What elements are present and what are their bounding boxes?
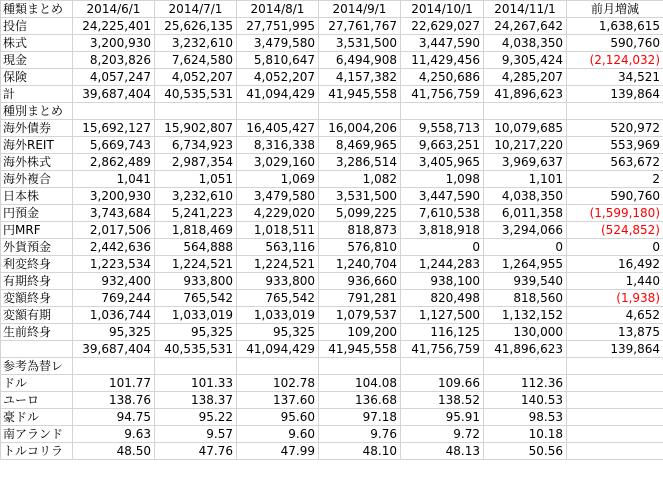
value-cell[interactable]: 576,810	[319, 239, 401, 256]
diff-cell[interactable]: 1,638,615	[567, 18, 663, 35]
value-cell[interactable]: 1,240,704	[319, 256, 401, 273]
value-cell[interactable]: 41,945,558	[319, 86, 401, 103]
value-cell[interactable]: 102.78	[237, 375, 319, 392]
value-cell[interactable]: 3,479,580	[237, 35, 319, 52]
diff-cell[interactable]: (524,852)	[567, 222, 663, 239]
row-label-cell[interactable]: 海外株式	[1, 154, 73, 171]
value-cell[interactable]: 4,052,207	[155, 69, 237, 86]
empty-cell[interactable]	[567, 443, 663, 460]
diff-cell[interactable]: 4,652	[567, 307, 663, 324]
detail-row	[1, 324, 663, 341]
row-label-cell[interactable]: 計	[1, 86, 73, 103]
value-cell[interactable]: 47.99	[237, 443, 319, 460]
value-cell[interactable]: 136.68	[319, 392, 401, 409]
diff-cell[interactable]: 139,864	[567, 86, 663, 103]
value-cell[interactable]: 41,094,429	[237, 86, 319, 103]
diff-cell[interactable]: 139,864	[567, 341, 663, 358]
value-cell[interactable]: 9.76	[319, 426, 401, 443]
row-label-cell[interactable]: 株式	[1, 35, 73, 52]
value-cell[interactable]: 1,818,469	[155, 222, 237, 239]
empty-cell[interactable]	[401, 358, 484, 375]
value-cell[interactable]: 95,325	[237, 324, 319, 341]
value-cell[interactable]: 1,098	[401, 171, 484, 188]
value-cell[interactable]: 24,225,401	[73, 18, 155, 35]
value-cell[interactable]: 1,082	[319, 171, 401, 188]
value-cell[interactable]: 932,400	[73, 273, 155, 290]
asset-row	[1, 35, 663, 52]
date-header-cell[interactable]: 2014/10/1	[401, 1, 484, 18]
value-cell[interactable]: 40,535,531	[155, 86, 237, 103]
value-cell[interactable]: 3,447,590	[401, 188, 484, 205]
empty-cell[interactable]	[567, 392, 663, 409]
date-header-cell[interactable]: 2014/9/1	[319, 1, 401, 18]
empty-cell[interactable]	[73, 103, 155, 120]
value-cell[interactable]: 2,862,489	[73, 154, 155, 171]
value-cell[interactable]: 3,531,500	[319, 188, 401, 205]
value-cell[interactable]: 9.57	[155, 426, 237, 443]
row-label-cell[interactable]: 変額有期	[1, 307, 73, 324]
value-cell[interactable]: 16,004,206	[319, 120, 401, 137]
detail-row	[1, 137, 663, 154]
value-cell[interactable]: 95,325	[155, 324, 237, 341]
empty-cell[interactable]	[237, 103, 319, 120]
value-cell[interactable]: 3,531,500	[319, 35, 401, 52]
value-cell[interactable]: 3,743,684	[73, 205, 155, 222]
value-cell[interactable]: 4,057,247	[73, 69, 155, 86]
fx-row	[1, 426, 663, 443]
date-header-cell[interactable]: 2014/6/1	[73, 1, 155, 18]
date-header-cell[interactable]: 2014/11/1	[484, 1, 567, 18]
value-cell[interactable]: 95.91	[401, 409, 484, 426]
value-cell[interactable]: 27,751,995	[237, 18, 319, 35]
value-cell[interactable]: 0	[401, 239, 484, 256]
value-cell[interactable]: 4,038,350	[484, 188, 567, 205]
empty-cell[interactable]	[237, 358, 319, 375]
value-cell[interactable]: 933,800	[237, 273, 319, 290]
value-cell[interactable]: 101.77	[73, 375, 155, 392]
value-cell[interactable]: 104.08	[319, 375, 401, 392]
value-cell[interactable]: 41,896,623	[484, 341, 567, 358]
value-cell[interactable]: 11,429,456	[401, 52, 484, 69]
fx-row	[1, 375, 663, 392]
value-cell[interactable]: 48.50	[73, 443, 155, 460]
value-cell[interactable]: 4,250,686	[401, 69, 484, 86]
empty-cell[interactable]	[567, 375, 663, 392]
value-cell[interactable]: 10.18	[484, 426, 567, 443]
value-cell[interactable]: 1,224,521	[155, 256, 237, 273]
empty-cell[interactable]	[484, 358, 567, 375]
detail-row	[1, 341, 663, 358]
value-cell[interactable]: 1,079,537	[319, 307, 401, 324]
value-cell[interactable]: 0	[484, 239, 567, 256]
value-cell[interactable]: 6,494,908	[319, 52, 401, 69]
detail-row	[1, 205, 663, 222]
value-cell[interactable]: 8,469,965	[319, 137, 401, 154]
diff-cell[interactable]: 563,672	[567, 154, 663, 171]
value-cell[interactable]: 47.76	[155, 443, 237, 460]
value-cell[interactable]: 4,052,207	[237, 69, 319, 86]
empty-cell[interactable]	[567, 103, 663, 120]
value-cell[interactable]: 1,223,534	[73, 256, 155, 273]
value-cell[interactable]: 95.22	[155, 409, 237, 426]
diff-cell[interactable]: 1,440	[567, 273, 663, 290]
row-label-cell[interactable]: 利変終身	[1, 256, 73, 273]
value-cell[interactable]: 3,232,610	[155, 35, 237, 52]
value-cell[interactable]: 6,734,923	[155, 137, 237, 154]
row-label-cell[interactable]	[1, 341, 73, 358]
value-cell[interactable]: 3,286,514	[319, 154, 401, 171]
value-cell[interactable]: 95.60	[237, 409, 319, 426]
value-cell[interactable]: 15,692,127	[73, 120, 155, 137]
value-cell[interactable]: 5,099,225	[319, 205, 401, 222]
value-cell[interactable]: 1,018,511	[237, 222, 319, 239]
value-cell[interactable]: 5,810,647	[237, 52, 319, 69]
asset-row	[1, 86, 663, 103]
value-cell[interactable]: 15,902,807	[155, 120, 237, 137]
empty-cell[interactable]	[73, 358, 155, 375]
value-cell[interactable]: 10,217,220	[484, 137, 567, 154]
detail-row	[1, 222, 663, 239]
value-cell[interactable]: 1,041	[73, 171, 155, 188]
value-cell[interactable]: 7,624,580	[155, 52, 237, 69]
value-cell[interactable]: 4,157,382	[319, 69, 401, 86]
value-cell[interactable]: 41,945,558	[319, 341, 401, 358]
value-cell[interactable]: 9.60	[237, 426, 319, 443]
detail-row	[1, 171, 663, 188]
empty-cell[interactable]	[567, 426, 663, 443]
row-label-cell[interactable]: 有期終身	[1, 273, 73, 290]
value-cell[interactable]: 10,079,685	[484, 120, 567, 137]
row-label-cell[interactable]: 変額終身	[1, 290, 73, 307]
value-cell[interactable]: 3,447,590	[401, 35, 484, 52]
detail-row	[1, 154, 663, 171]
value-cell[interactable]: 116,125	[401, 324, 484, 341]
diff-cell[interactable]: 2	[567, 171, 663, 188]
value-cell[interactable]: 3,294,066	[484, 222, 567, 239]
row-label-cell[interactable]: 海外REIT	[1, 137, 73, 154]
value-cell[interactable]: 138.52	[401, 392, 484, 409]
value-cell[interactable]: 564,888	[155, 239, 237, 256]
value-cell[interactable]: 765,542	[237, 290, 319, 307]
section-title-cell[interactable]: 種別まとめ	[1, 103, 73, 120]
value-cell[interactable]: 818,560	[484, 290, 567, 307]
date-header-cell[interactable]: 2014/8/1	[237, 1, 319, 18]
value-cell[interactable]: 3,232,610	[155, 188, 237, 205]
value-cell[interactable]: 95,325	[73, 324, 155, 341]
diff-cell[interactable]: (1,938)	[567, 290, 663, 307]
diff-cell[interactable]: 34,521	[567, 69, 663, 86]
asset-row	[1, 69, 663, 86]
detail-title-row	[1, 103, 663, 120]
value-cell[interactable]: 41,896,623	[484, 86, 567, 103]
grid-body	[1, 1, 663, 460]
value-cell[interactable]: 1,224,521	[237, 256, 319, 273]
row-label-cell[interactable]: トルコリラ	[1, 443, 73, 460]
row-label-cell[interactable]: 海外複合	[1, 171, 73, 188]
value-cell[interactable]: 41,756,759	[401, 341, 484, 358]
value-cell[interactable]: 22,629,027	[401, 18, 484, 35]
value-cell[interactable]: 9,558,713	[401, 120, 484, 137]
value-cell[interactable]: 818,873	[319, 222, 401, 239]
detail-row	[1, 290, 663, 307]
value-cell[interactable]: 3,969,637	[484, 154, 567, 171]
detail-row	[1, 307, 663, 324]
section-title-cell[interactable]: 参考為替レ	[1, 358, 73, 375]
diff-cell[interactable]: 16,492	[567, 256, 663, 273]
value-cell[interactable]: 563,116	[237, 239, 319, 256]
value-cell[interactable]: 938,100	[401, 273, 484, 290]
value-cell[interactable]: 39,687,404	[73, 86, 155, 103]
row-label-cell[interactable]: 円預金	[1, 205, 73, 222]
value-cell[interactable]: 939,540	[484, 273, 567, 290]
date-header-cell[interactable]: 2014/7/1	[155, 1, 237, 18]
row-label-cell[interactable]: 南アランド	[1, 426, 73, 443]
empty-cell[interactable]	[319, 103, 401, 120]
value-cell[interactable]: 27,761,767	[319, 18, 401, 35]
value-cell[interactable]: 9,305,424	[484, 52, 567, 69]
empty-cell[interactable]	[567, 358, 663, 375]
value-cell[interactable]: 4,038,350	[484, 35, 567, 52]
value-cell[interactable]: 933,800	[155, 273, 237, 290]
detail-row	[1, 188, 663, 205]
row-label-cell[interactable]: 日本株	[1, 188, 73, 205]
empty-cell[interactable]	[319, 358, 401, 375]
value-cell[interactable]: 1,132,152	[484, 307, 567, 324]
value-cell[interactable]: 39,687,404	[73, 341, 155, 358]
asset-row	[1, 18, 663, 35]
row-label-cell[interactable]: 円MRF	[1, 222, 73, 239]
value-cell[interactable]: 8,316,338	[237, 137, 319, 154]
fx-title-row	[1, 358, 663, 375]
detail-row	[1, 239, 663, 256]
value-cell[interactable]: 112.36	[484, 375, 567, 392]
value-cell[interactable]: 138.37	[155, 392, 237, 409]
fx-row	[1, 409, 663, 426]
value-cell[interactable]: 1,033,019	[237, 307, 319, 324]
row-label-cell[interactable]: ユーロ	[1, 392, 73, 409]
value-cell[interactable]: 5,241,223	[155, 205, 237, 222]
row-label-cell[interactable]: 現金	[1, 52, 73, 69]
row-label-cell[interactable]: 外貨預金	[1, 239, 73, 256]
diff-header-cell[interactable]: 前月増減	[567, 1, 663, 18]
asset-row	[1, 52, 663, 69]
value-cell[interactable]: 3,818,918	[401, 222, 484, 239]
value-cell[interactable]: 7,610,538	[401, 205, 484, 222]
diff-cell[interactable]: 553,969	[567, 137, 663, 154]
value-cell[interactable]: 97.18	[319, 409, 401, 426]
value-cell[interactable]: 48.13	[401, 443, 484, 460]
value-cell[interactable]: 1,033,019	[155, 307, 237, 324]
value-cell[interactable]: 4,285,207	[484, 69, 567, 86]
row-label-cell[interactable]: 生前終身	[1, 324, 73, 341]
value-cell[interactable]: 109,200	[319, 324, 401, 341]
value-cell[interactable]: 3,200,930	[73, 35, 155, 52]
value-cell[interactable]: 1,101	[484, 171, 567, 188]
diff-cell[interactable]: (1,599,180)	[567, 205, 663, 222]
empty-cell[interactable]	[484, 103, 567, 120]
empty-cell[interactable]	[567, 409, 663, 426]
detail-row	[1, 273, 663, 290]
value-cell[interactable]: 6,011,358	[484, 205, 567, 222]
row-label-cell[interactable]: ドル	[1, 375, 73, 392]
row-label-cell[interactable]: 海外債券	[1, 120, 73, 137]
value-cell[interactable]: 94.75	[73, 409, 155, 426]
value-cell[interactable]: 9.72	[401, 426, 484, 443]
value-cell[interactable]: 9,663,251	[401, 137, 484, 154]
value-cell[interactable]: 130,000	[484, 324, 567, 341]
value-cell[interactable]: 769,244	[73, 290, 155, 307]
value-cell[interactable]: 9.63	[73, 426, 155, 443]
value-cell[interactable]: 3,479,580	[237, 188, 319, 205]
value-cell[interactable]: 2,987,354	[155, 154, 237, 171]
value-cell[interactable]: 1,069	[237, 171, 319, 188]
value-cell[interactable]: 1,264,955	[484, 256, 567, 273]
header-row	[1, 1, 663, 18]
fx-row	[1, 392, 663, 409]
value-cell[interactable]: 140.53	[484, 392, 567, 409]
value-cell[interactable]: 765,542	[155, 290, 237, 307]
value-cell[interactable]: 16,405,427	[237, 120, 319, 137]
diff-cell[interactable]: 520,972	[567, 120, 663, 137]
value-cell[interactable]: 2,017,506	[73, 222, 155, 239]
empty-cell[interactable]	[155, 103, 237, 120]
value-cell[interactable]: 1,127,500	[401, 307, 484, 324]
value-cell[interactable]: 138.76	[73, 392, 155, 409]
empty-cell[interactable]	[155, 358, 237, 375]
value-cell[interactable]: 25,626,135	[155, 18, 237, 35]
value-cell[interactable]: 936,660	[319, 273, 401, 290]
diff-cell[interactable]: 590,760	[567, 35, 663, 52]
value-cell[interactable]: 41,094,429	[237, 341, 319, 358]
value-cell[interactable]: 50.56	[484, 443, 567, 460]
value-cell[interactable]: 40,535,531	[155, 341, 237, 358]
value-cell[interactable]: 98.53	[484, 409, 567, 426]
value-cell[interactable]: 1,051	[155, 171, 237, 188]
value-cell[interactable]: 3,200,930	[73, 188, 155, 205]
value-cell[interactable]: 24,267,642	[484, 18, 567, 35]
value-cell[interactable]: 820,498	[401, 290, 484, 307]
detail-row	[1, 256, 663, 273]
value-cell[interactable]: 8,203,826	[73, 52, 155, 69]
value-cell[interactable]: 791,281	[319, 290, 401, 307]
diff-cell[interactable]: 13,875	[567, 324, 663, 341]
diff-cell[interactable]: 0	[567, 239, 663, 256]
header-label-cell[interactable]: 種類まとめ	[1, 1, 73, 18]
value-cell[interactable]: 4,229,020	[237, 205, 319, 222]
diff-cell[interactable]: 590,760	[567, 188, 663, 205]
value-cell[interactable]: 3,405,965	[401, 154, 484, 171]
value-cell[interactable]: 1,244,283	[401, 256, 484, 273]
value-cell[interactable]: 2,442,636	[73, 239, 155, 256]
value-cell[interactable]: 1,036,744	[73, 307, 155, 324]
empty-cell[interactable]	[401, 103, 484, 120]
row-label-cell[interactable]: 豪ドル	[1, 409, 73, 426]
value-cell[interactable]: 109.66	[401, 375, 484, 392]
value-cell[interactable]: 3,029,160	[237, 154, 319, 171]
diff-cell[interactable]: (2,124,032)	[567, 52, 663, 69]
value-cell[interactable]: 41,756,759	[401, 86, 484, 103]
row-label-cell[interactable]: 投信	[1, 18, 73, 35]
value-cell[interactable]: 137.60	[237, 392, 319, 409]
detail-row	[1, 120, 663, 137]
value-cell[interactable]: 48.10	[319, 443, 401, 460]
row-label-cell[interactable]: 保険	[1, 69, 73, 86]
value-cell[interactable]: 101.33	[155, 375, 237, 392]
fx-row	[1, 443, 663, 460]
value-cell[interactable]: 5,669,743	[73, 137, 155, 154]
